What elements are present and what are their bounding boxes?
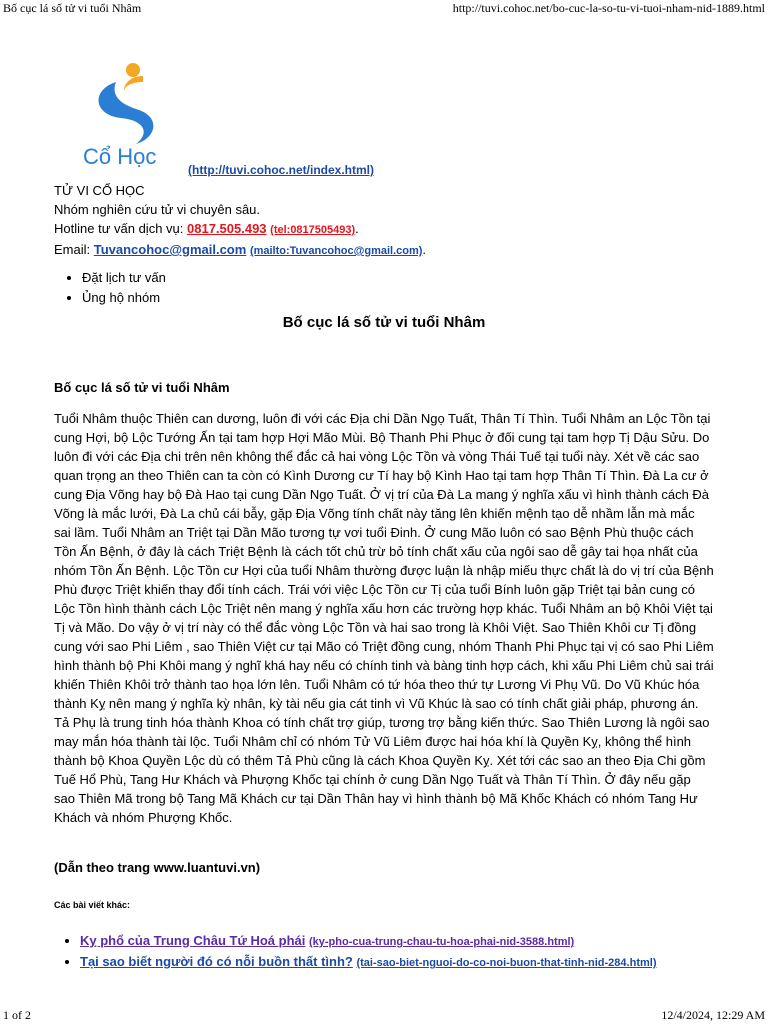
- org-desc: Nhóm nghiên cứu tử vi chuyên sâu.: [54, 202, 261, 217]
- logo-text: Cổ Học: [83, 144, 157, 169]
- email-link[interactable]: Tuvancohoc@gmail.com: [93, 242, 247, 257]
- hotline-label: Hotline tư vấn dịch vụ:: [54, 221, 187, 236]
- menu-list: [54, 268, 166, 308]
- org-info: [54, 181, 426, 261]
- hotline-tel-link[interactable]: (tel:0817505493): [270, 224, 356, 236]
- article-body: Tuổi Nhâm thuộc Thiên can dương, luôn đi với các Địa chi Dần Ngọ Tuất, Thân Tí Thìn. Tuổi Nhâm an Lộc Tồn tại cung Hợi, bộ Lộc Tướng Ấn tại tam hợp Hợi Mão Mùi. Bộ Thanh Phi Phục ở đối cung tại tam hợp Tị Dậu Sửu. Do luôn đi với các Địa chi trên nên không thể đắc cả hai vòng Lộc Tồn và vòng Thái Tuế tại tuổi này. Xét về các sao quan trọng an theo Thiên can ta còn có Kình Dương cư Tí hay bộ Kình Hao tại tam hợp Thân Tí Thìn. Đà La cư ở cung Địa Võng hay bộ Đà Hao tại cung Dần Ngọ Tuất. Ở vị trí của Đà La mang ý nghĩa xấu vì hình thành cách Đà Võng là mắc lưới, Đà La chủ cái bẫy, gặp Địa Võng tính chất này tăng lên khiến mệnh tạo dễ nhầm lẫn mà mắc sai lầm. Tuổi Nhâm an Triệt tại Dần Mão tương tự vơi tuổi Đinh. Ở cung Mão luôn có sao Bệnh Phù thuộc cách Tồn Ấn Bệnh, ở đây là cách Triệt Bệnh là cách tốt chủ trừ bỏ tính chất xấu của ngôi sao dễ gây tai họa nhất của nhóm Tồn Ấn Bệnh. Lộc Tồn cư Hợi của tuổi Nhâm thường được luận là nhập miếu thực chất là do vị trí của Bệnh Phù được Triệt khiến thay đổi tính cách. Trái với việc Lộc Tồn cư Tị của tuổi Bính luôn gặp Triệt tại bản cung có Lộc Tồn hình thành cách Lộc Triệt nên mang ý nghĩa xấu hơn các trường hợp khác. Tuổi Nhâm an bộ Khôi Việt tại Tị và Mão. Do vậy ở vị trí này có thể đắc vòng Lộc Tồn và hai sao trong là Khôi Việt. Sao Thiên Khôi cư Tị đồng cung với sao Phi Liêm , sao Thiên Việt cư tại Mão có Triệt đồng cung, nhóm Thanh Phi Phục tại vị có sao Phi Liêm hình thành bộ Phi Khôi mang ý nghĩ khá hay nếu có chính tinh và bàng tinh hợp cách, khi xấu Phi Liêm chủ sai trái khiến Thiên Khôi trở thành tao họa lớn lên. Tuổi Nhâm có tứ hóa theo thứ tự Lương Vi Phụ Vũ. Do Vũ Khúc hóa thành Kỵ nên mang ý nghĩa kỳ nhân, kỳ tài nếu gia cát tinh vì Vũ Khúc là sao có tính chất giải pháp, phương án. Tả Phụ là trung tinh hóa thành Khoa có tính chất trợ giúp, tương trợ bằng kiến thức. Sao Thiên Lương là ngôi sao may mắn hóa thành tài lộc. Tuổi Nhâm chỉ có nhóm Tử Vũ Liêm được hai hóa khí là Quyền Kỵ, không thể hình thành bộ Khoa Quyền Lộc dù có thêm Tả Phù cũng là cách Khoa Quyền Kỵ. Xét tới các sao an theo Địa Chi gồm Tuế Hổ Phù, Tang Hư Khách và Phượng Khốc tại chính ở cung Dần Ngọ Tuất và Thân Tí Thìn. Ở đây nếu gặp sao Thiên Mã trong bộ Tang Mã Khách cư tại Dần Thân hay vì hình thành bộ Mã Khốc Khách có nhóm Tang Hư Khách và nhóm Phượng Khốc.: [54, 411, 714, 825]
- other-article-link[interactable]: Kỵ phổ của Trung Châu Tứ Hoá phái: [80, 933, 306, 948]
- print-header-title: Bố cục lá số tử vi tuổi Nhâm: [3, 1, 142, 15]
- page-title: Bố cục lá số tử vi tuổi Nhâm: [282, 314, 486, 331]
- home-link[interactable]: (http://tuvi.cohoc.net/index.html): [188, 163, 374, 177]
- email-row: Email: Tuvancohoc@gmail.com (mailto:Tuvancohoc@gmail.com).: [54, 242, 427, 257]
- print-header: [3, 1, 765, 15]
- other-articles-list: [54, 931, 656, 973]
- print-header-url: http://tuvi.cohoc.net/bo-cuc-la-so-tu-vi-tuoi-nham-nid-1889.html: [452, 1, 765, 15]
- org-name: TỬ VI CỔ HỌC: [54, 183, 145, 198]
- other-articles-label: Các bài viết khác:: [54, 900, 131, 910]
- other-article-slug[interactable]: (tai-sao-biet-nguoi-do-co-noi-buon-that-tinh-nid-284.html): [356, 957, 657, 969]
- list-item: [80, 952, 656, 973]
- list-item: [80, 931, 656, 952]
- menu-item-booking[interactable]: • Đặt lịch tư vấn: [82, 268, 166, 288]
- source-note: (Dẫn theo trang www.luantuvi.vn): [54, 860, 261, 875]
- section-title: Bố cục lá số tử vi tuổi Nhâm: [54, 380, 230, 395]
- other-article-slug[interactable]: (ky-pho-cua-trung-chau-tu-hoa-phai-nid-3588.html): [309, 936, 575, 948]
- email-label: Email:: [54, 242, 94, 257]
- print-footer-page: 1 of 2: [3, 1008, 31, 1022]
- other-article-link[interactable]: Tại sao biết người đó có nỗi buồn thất tình?: [80, 954, 353, 969]
- menu-item-support[interactable]: • Ủng hộ nhóm: [82, 288, 166, 308]
- email-mailto-link[interactable]: (mailto:Tuvancohoc@gmail.com): [249, 245, 423, 257]
- hotline-number-link[interactable]: 0817.505.493: [187, 221, 267, 236]
- logo-swirl-icon: [81, 60, 191, 150]
- hotline-row: Hotline tư vấn dịch vụ: 0817.505.493 (tel:0817505493).: [54, 221, 359, 236]
- print-footer: [3, 1008, 765, 1022]
- print-footer-datetime: 12/4/2024, 12:29 AM: [661, 1008, 765, 1022]
